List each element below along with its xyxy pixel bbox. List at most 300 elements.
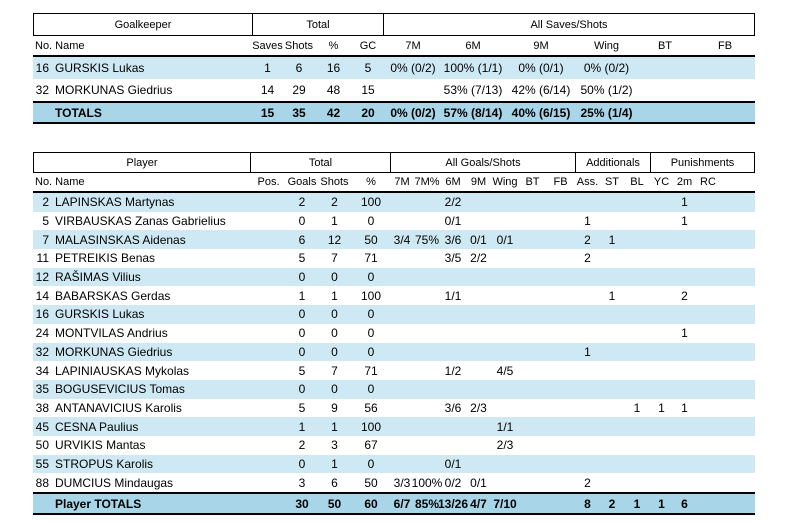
yellow-card-value — [650, 361, 673, 380]
6m-value — [440, 343, 466, 362]
totals-fb — [695, 103, 755, 122]
fb-value — [546, 268, 575, 287]
7mpct-value — [414, 212, 440, 231]
assists-value — [575, 193, 600, 212]
pos-value — [250, 286, 287, 305]
band-punishments: Punishments — [650, 153, 754, 172]
totals-7m: 6/7 — [393, 496, 411, 511]
st-value — [600, 473, 624, 492]
player-row — [33, 212, 755, 231]
blocks-value — [624, 193, 650, 212]
9m-value — [466, 436, 491, 455]
7mpct-value — [414, 193, 440, 212]
fb-value — [546, 286, 575, 305]
totals-goals: 30 — [295, 496, 309, 511]
pos-value — [250, 399, 287, 418]
red-card-value — [696, 473, 720, 492]
6m-value: 100% (1/1) — [443, 61, 503, 75]
2min-value: 1 — [681, 195, 688, 210]
assists-value — [575, 286, 600, 305]
shots-value: 1 — [331, 288, 338, 303]
blocks-value — [624, 455, 650, 474]
blocks-value — [624, 230, 650, 249]
col-header-7m: 7M — [394, 176, 410, 188]
2min-value — [673, 455, 696, 474]
6m-value: 1/1 — [444, 288, 462, 303]
player-number: 14 — [35, 288, 49, 303]
red-card-value — [696, 361, 720, 380]
st-value — [600, 249, 624, 268]
pos-value — [250, 212, 287, 231]
player-name: BOGUSEVICIUS Tomas — [55, 382, 185, 397]
blocks-value — [624, 268, 650, 287]
yellow-card-value: 1 — [658, 400, 665, 415]
st-value — [600, 455, 624, 474]
goals-value: 6 — [298, 232, 306, 247]
player-row — [33, 286, 755, 305]
2min-value — [673, 473, 696, 492]
7m-value — [390, 343, 414, 362]
7mpct-value — [414, 305, 440, 324]
bt-value — [519, 436, 546, 455]
pct-value: 0 — [367, 307, 375, 322]
bt-value — [519, 286, 546, 305]
player-row — [33, 380, 755, 399]
band-player: Player — [126, 156, 158, 169]
player-row — [33, 324, 755, 343]
7mpct-value — [414, 268, 440, 287]
player-number: 34 — [35, 363, 49, 378]
goalkeeper-table — [33, 13, 755, 124]
6m-value: 3/6 — [444, 400, 462, 415]
goals-value: 0 — [298, 270, 306, 285]
st-value — [600, 417, 624, 436]
wing-value — [491, 324, 519, 343]
st-value — [600, 361, 624, 380]
saves-value: 14 — [260, 83, 275, 97]
red-card-value — [696, 193, 720, 212]
red-card-value — [696, 249, 720, 268]
goals-value: 0 — [298, 326, 306, 341]
7m-value: 0% (0/2) — [390, 61, 436, 75]
6m-value: 0/1 — [444, 456, 462, 471]
wing-value — [491, 455, 519, 474]
blocks-value — [624, 417, 650, 436]
9m-value — [466, 343, 491, 362]
player-number: 24 — [35, 326, 49, 341]
totals-fb — [546, 494, 575, 513]
band-additionals: Additionals — [575, 153, 650, 172]
7mpct-value — [414, 380, 440, 399]
7m-value — [390, 324, 414, 343]
blocks-value — [624, 212, 650, 231]
player-totals-row — [33, 492, 755, 515]
shots-value: 1 — [331, 419, 338, 434]
st-value — [600, 212, 624, 231]
blocks-value — [624, 286, 650, 305]
shots-value: 0 — [331, 270, 338, 285]
st-value: 1 — [608, 232, 616, 247]
wing-value — [491, 212, 519, 231]
yellow-card-value — [650, 436, 673, 455]
pos-value — [250, 193, 287, 212]
shots-value: 7 — [331, 251, 338, 266]
col-header-9m: 9M — [533, 39, 549, 52]
6m-value: 1/2 — [444, 363, 462, 378]
goalkeeper-column-headers — [33, 36, 755, 57]
bt-value — [519, 249, 546, 268]
pos-value — [250, 380, 287, 399]
7mpct-value: 75% — [414, 232, 440, 247]
goals-value: 5 — [298, 363, 306, 378]
7m-value — [390, 361, 414, 380]
bt-value — [519, 399, 546, 418]
player-group-header-band — [33, 152, 755, 173]
9m-value: 0/1 — [470, 475, 487, 490]
bt-value — [519, 212, 546, 231]
goalkeeper-totals-row — [33, 101, 755, 124]
red-card-value — [696, 455, 720, 474]
2min-value: 1 — [681, 400, 688, 415]
player-row — [33, 436, 755, 455]
goals-value: 0 — [298, 214, 306, 229]
goals-value: 1 — [298, 288, 306, 303]
6m-value — [440, 324, 466, 343]
2min-value — [673, 305, 696, 324]
2min-value — [673, 436, 696, 455]
player-name: LAPINSKAS Martynas — [55, 195, 175, 210]
player-rows — [33, 193, 755, 492]
9m-value — [466, 305, 491, 324]
red-card-value — [696, 380, 720, 399]
col-header-shots: Shots — [284, 39, 314, 52]
player-number: 16 — [35, 307, 49, 322]
assists-value: 2 — [584, 232, 591, 247]
wing-value — [491, 286, 519, 305]
assists-value: 1 — [584, 214, 591, 229]
red-card-value — [696, 212, 720, 231]
yellow-card-value — [650, 324, 673, 343]
fb-value — [546, 473, 575, 492]
fb-value — [546, 249, 575, 268]
fb-value — [695, 57, 755, 79]
2min-value — [673, 249, 696, 268]
assists-value: 1 — [584, 344, 591, 359]
player-number: 5 — [42, 214, 49, 229]
9m-value — [466, 380, 491, 399]
player-name: ANTANAVICIUS Karolis — [55, 400, 182, 415]
pct-value: 100 — [360, 288, 382, 303]
7mpct-value — [414, 249, 440, 268]
shots-value: 0 — [331, 344, 338, 359]
player-name: GURSKIS Lukas — [55, 307, 145, 322]
blocks-value — [624, 249, 650, 268]
fb-value — [546, 343, 575, 362]
band-goalkeeper: Goalkeeper — [114, 18, 172, 31]
assists-value — [575, 436, 600, 455]
totals-pct: 42 — [326, 105, 341, 120]
6m-value — [440, 268, 466, 287]
blocks-value — [624, 380, 650, 399]
player-number: 2 — [42, 195, 49, 210]
blocks-value — [624, 361, 650, 380]
player-number: 32 — [35, 344, 49, 359]
totals-rc — [696, 494, 720, 513]
col-header-goals: Goals — [287, 176, 317, 188]
7m-value: 3/3 — [393, 475, 411, 490]
player-number: 16 — [35, 61, 49, 75]
shots-value: 29 — [292, 83, 306, 97]
pct-value: 56 — [364, 400, 378, 415]
7m-value — [384, 79, 442, 101]
col-header-pct: % — [366, 176, 376, 188]
pct-value: 0 — [367, 270, 375, 285]
band-total: Total — [252, 14, 383, 35]
red-card-value — [696, 343, 720, 362]
assists-value — [575, 305, 600, 324]
blocks-value — [624, 343, 650, 362]
pos-value — [250, 436, 287, 455]
player-row — [33, 305, 755, 324]
col-header-bt: BT — [525, 176, 540, 188]
player-number: 45 — [35, 419, 49, 434]
gc-value: 15 — [361, 83, 375, 97]
assists-value — [575, 361, 600, 380]
bt-value — [519, 343, 546, 362]
7mpct-value — [414, 436, 440, 455]
totals-shots: 35 — [292, 105, 306, 120]
9m-value — [466, 417, 491, 436]
goals-value: 0 — [298, 456, 306, 471]
player-number: 88 — [35, 475, 49, 490]
pct-value: 50 — [364, 232, 378, 247]
pos-value — [250, 305, 287, 324]
col-header-wing: Wing — [593, 39, 620, 52]
player-name: RAŠIMAS Vilius — [55, 270, 141, 285]
fb-value — [546, 361, 575, 380]
st-value — [600, 399, 624, 418]
yellow-card-value — [650, 380, 673, 399]
pos-value — [250, 268, 287, 287]
assists-value: 2 — [584, 475, 591, 490]
totals-7m: 0% (0/2) — [390, 105, 436, 120]
shots-value: 9 — [331, 400, 338, 415]
totals-9m: 4/7 — [470, 496, 487, 511]
st-value — [600, 268, 624, 287]
player-row — [33, 399, 755, 418]
pos-value — [250, 455, 287, 474]
wing-value — [491, 380, 519, 399]
shots-value: 7 — [331, 363, 338, 378]
wing-value — [491, 268, 519, 287]
shots-value: 1 — [331, 456, 338, 471]
6m-value: 3/6 — [444, 232, 462, 247]
7m-value — [390, 436, 414, 455]
player-number: 50 — [35, 438, 49, 453]
totals-gc: 20 — [361, 105, 375, 120]
yellow-card-value — [650, 343, 673, 362]
pct-value: 16 — [326, 61, 341, 75]
goals-value: 3 — [298, 475, 306, 490]
red-card-value — [696, 286, 720, 305]
2min-value — [673, 230, 696, 249]
bt-value — [519, 361, 546, 380]
red-card-value — [696, 399, 720, 418]
fb-value — [546, 417, 575, 436]
col-header-pos: Pos. — [257, 176, 280, 188]
player-name: MALASINSKAS Aidenas — [55, 232, 186, 247]
col-header-shots: Shots — [320, 176, 349, 188]
wing-value: 1/1 — [496, 419, 514, 434]
7m-value — [390, 380, 414, 399]
goalkeeper-rows — [33, 57, 755, 101]
2min-value — [673, 380, 696, 399]
goals-value: 2 — [298, 195, 306, 210]
totals-2m: 6 — [681, 496, 688, 511]
bt-value — [519, 230, 546, 249]
goals-value: 5 — [298, 400, 306, 415]
band-all-goals-shots: All Goals/Shots — [390, 153, 575, 172]
player-number: 7 — [42, 232, 49, 247]
player-name: VIRBAUSKAS Zanas Gabrielius — [55, 214, 226, 229]
fb-value — [546, 305, 575, 324]
yellow-card-value — [650, 193, 673, 212]
col-header-2m: 2m — [676, 176, 693, 188]
red-card-value — [696, 268, 720, 287]
9m-value — [466, 455, 491, 474]
col-header-6m: 6M — [465, 39, 481, 52]
bt-value — [519, 417, 546, 436]
blocks-value: 1 — [633, 400, 641, 415]
pct-value: 100 — [360, 419, 382, 434]
9m-value — [466, 212, 491, 231]
yellow-card-value — [650, 455, 673, 474]
yellow-card-value — [650, 249, 673, 268]
player-row — [33, 417, 755, 436]
pct-value: 71 — [364, 251, 378, 266]
red-card-value — [696, 230, 720, 249]
col-header-7m: 7M — [405, 39, 421, 52]
gc-value: 5 — [364, 61, 372, 75]
goals-value: 5 — [298, 251, 306, 266]
7m-value — [390, 455, 414, 474]
totals-pct: 60 — [364, 496, 378, 511]
2min-value: 2 — [681, 288, 688, 303]
st-value — [600, 324, 624, 343]
pos-value — [250, 473, 287, 492]
st-value — [600, 380, 624, 399]
pct-value: 0 — [367, 326, 375, 341]
assists-value — [575, 417, 600, 436]
player-name: BABARSKAS Gerdas — [55, 288, 171, 303]
goalkeeper-row — [33, 79, 755, 101]
pct-value: 48 — [326, 83, 341, 97]
blocks-value — [624, 436, 650, 455]
7mpct-value — [414, 286, 440, 305]
assists-value — [575, 268, 600, 287]
2min-value — [673, 361, 696, 380]
wing-value: 0/1 — [496, 232, 514, 247]
band-total: Total — [250, 153, 390, 172]
9m-value: 2/3 — [470, 400, 487, 415]
yellow-card-value — [650, 417, 673, 436]
totals-wing: 7/10 — [493, 496, 517, 511]
bt-value — [519, 473, 546, 492]
assists-value: 2 — [584, 251, 591, 266]
col-header-pct: % — [328, 39, 339, 52]
totals-6m: 13/26 — [437, 496, 469, 511]
player-column-headers — [33, 173, 755, 193]
wing-value — [491, 193, 519, 212]
bt-value — [635, 79, 695, 101]
7mpct-value: 100% — [411, 475, 443, 490]
player-number: 35 — [35, 382, 49, 397]
pos-value — [250, 417, 287, 436]
player-row — [33, 268, 755, 287]
blocks-value — [624, 324, 650, 343]
shots-value: 6 — [295, 61, 303, 75]
yellow-card-value — [650, 305, 673, 324]
col-header-fb: FB — [553, 176, 568, 188]
goals-value: 0 — [298, 307, 306, 322]
7m-value — [390, 193, 414, 212]
goals-value: 1 — [298, 419, 306, 434]
player-number: 11 — [36, 251, 49, 266]
wing-value: 4/5 — [496, 363, 514, 378]
totals-7mpct: 85% — [414, 496, 440, 511]
fb-value — [695, 79, 755, 101]
7mpct-value — [414, 361, 440, 380]
blocks-value — [624, 473, 650, 492]
7mpct-value — [414, 324, 440, 343]
pos-value — [250, 343, 287, 362]
red-card-value — [696, 436, 720, 455]
fb-value — [546, 455, 575, 474]
totals-bt — [519, 494, 546, 513]
9m-value — [466, 324, 491, 343]
player-row — [33, 473, 755, 492]
assists-value — [575, 455, 600, 474]
col-header-bt: BT — [657, 39, 673, 52]
totals-saves: 15 — [260, 105, 275, 120]
bt-value — [519, 455, 546, 474]
7m-value — [390, 286, 414, 305]
player-row — [33, 193, 755, 212]
saves-value: 1 — [264, 61, 271, 75]
wing-value — [491, 343, 519, 362]
fb-value — [546, 399, 575, 418]
goalkeeper-group-header-band — [33, 13, 755, 36]
9m-value: 0/1 — [470, 232, 487, 247]
col-header-no-name: No. Name — [35, 39, 85, 52]
player-row — [33, 361, 755, 380]
bt-value — [519, 380, 546, 399]
col-header-saves: Saves — [252, 39, 283, 52]
pct-value: 0 — [367, 344, 375, 359]
col-header-yc: YC — [653, 176, 670, 188]
player-number: 32 — [35, 83, 49, 97]
player-name: URVIKIS Mantas — [55, 438, 146, 453]
bt-value — [635, 57, 695, 79]
col-header-st: ST — [604, 176, 620, 188]
st-value — [600, 436, 624, 455]
fb-value — [546, 324, 575, 343]
pct-value: 100 — [360, 195, 382, 210]
fb-value — [546, 380, 575, 399]
red-card-value — [696, 417, 720, 436]
6m-value — [440, 380, 466, 399]
shots-value: 3 — [331, 438, 338, 453]
